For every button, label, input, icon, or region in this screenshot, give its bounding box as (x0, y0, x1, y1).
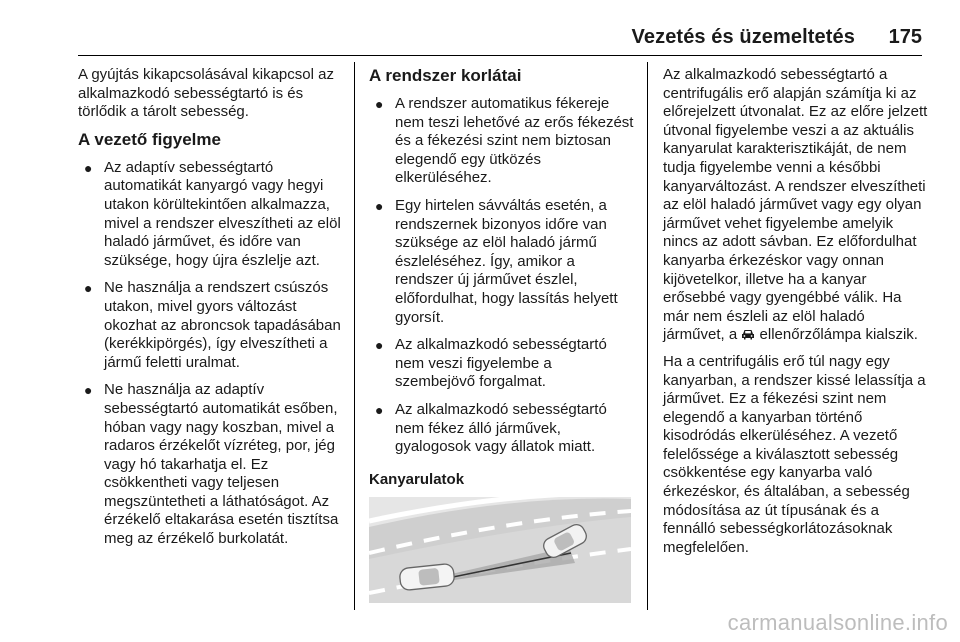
column-2 (369, 66, 635, 603)
curves-heading: Kanyarulatok (369, 470, 465, 488)
column-divider-2 (647, 62, 648, 610)
list-item: ● Ne használja az adaptív sebességtartó automatikát esőben, hóban vagy nagy koszban, mivel a radaros érzékelőt vízréteg, por, jég vagy hó takarhatja el. Ez csökkentheti vagy teljesen megszüntetheti a láthatóságot. Az érzékelő eltakarása esetén tisztítsa meg az érzékelő burkolatát. (84, 381, 339, 548)
column-3 (663, 66, 928, 565)
page-number: 175 (888, 26, 922, 48)
bullet-icon: ● (84, 280, 93, 297)
section-title: Vezetés és üzemeltetés (631, 26, 855, 48)
intro-paragraph: A gyújtás kikapcsolásával kikapcsol az alkalmazkodó sebességtartó is és törlődik a tárolt sebesség. (78, 66, 334, 121)
bullet-icon: ● (84, 159, 93, 176)
driver-attention-heading: A vezető figyelme (78, 129, 221, 149)
curves-paragraph-1: Az alkalmazkodó sebességtartó a centrifugális erő alapján számítja ki az előrejelzett útvonalat. Ez az előre jelzett útvonal figyelembe veszi a az aktuális kanyarulat karakterisztikáját, de nem tudja figyelembe venni a későbbi kanyarváltozást. A rendszer elveszítheti az elöl haladó járművet vagy egy olyan járművet vehet figyelembe amelyik nincs az adott sávban. Ez előfordulhat kanyarba érkezéskor vagy onnan kijövetelkor, illetve ha a kanyar erősebbé vagy gyengébbé válik. Ha már nem észleli az elöl haladó járművet, a ellenőrzőlámpa kialszik. (663, 66, 928, 344)
driver-attention-list (78, 159, 348, 549)
header-rule (78, 55, 922, 56)
list-item: ● A rendszer automatikus fékereje nem teszi lehetővé az erős fékezést és a fékezési szint nem biztosan elegendő egy ütközés elkerüléséhez. (375, 95, 634, 187)
bullet-icon: ● (375, 96, 384, 112)
curves-paragraph-2: Ha a centrifugális erő túl nagy egy kanyarban, a rendszer kissé lelassítja a járművet. Ez a fékezési szint nem elegendő a kanyarban történő kisodródás elkerüléséhez. A vezető felelőssége a kiválasztott sebesség csökkentése egy kanyarba való érkezéskor, és általában, a sebesség módosítása az út típusának és a fennálló sebességkorlátozásoknak megfelelően. (663, 352, 926, 556)
list-item: ● Az alkalmazkodó sebességtartó nem fékez álló járművek, gyalogosok vagy állatok miatt. (375, 400, 607, 456)
curve-illustration (369, 497, 631, 603)
vehicle-ahead-icon (741, 327, 755, 339)
page-header (0, 0, 960, 56)
bullet-icon: ● (375, 337, 384, 354)
column-1 (78, 66, 348, 558)
bullet-icon: ● (375, 197, 384, 214)
system-limits-heading: A rendszer korlátai (369, 66, 522, 85)
list-item: ● Egy hirtelen sávváltás esetén, a rendszernek bizonyos időre van szüksége az elöl haladó jármű észleléséhez. Így, amikor a rendszer új járművet észlel, előfordulhat, hogy lassítás helyett gyorsít. (375, 196, 618, 326)
list-item: ● Az adaptív sebességtartó automatikát kanyargó vagy hegyi utakon körültekintően alkalmazza, mivel a rendszer elveszítheti az elöl haladó járművet, és időre van szüksége, hogy újra észlelje azt. (84, 158, 341, 269)
bullet-icon: ● (84, 382, 93, 399)
system-limits-list (369, 95, 635, 457)
bullet-icon: ● (375, 401, 384, 418)
list-item: ● Az alkalmazkodó sebességtartó nem veszi figyelembe a szembejövő forgalmat. (375, 336, 607, 391)
watermark: carmanualsonline.info (727, 610, 948, 635)
column-divider-1 (354, 62, 355, 610)
list-item: ● Ne használja a rendszert csúszós utakon, mivel gyors változást okozhat az abroncsok tapadásában (kerékkipörgés), így elveszítheti a jármű feletti uralmat. (84, 279, 341, 371)
